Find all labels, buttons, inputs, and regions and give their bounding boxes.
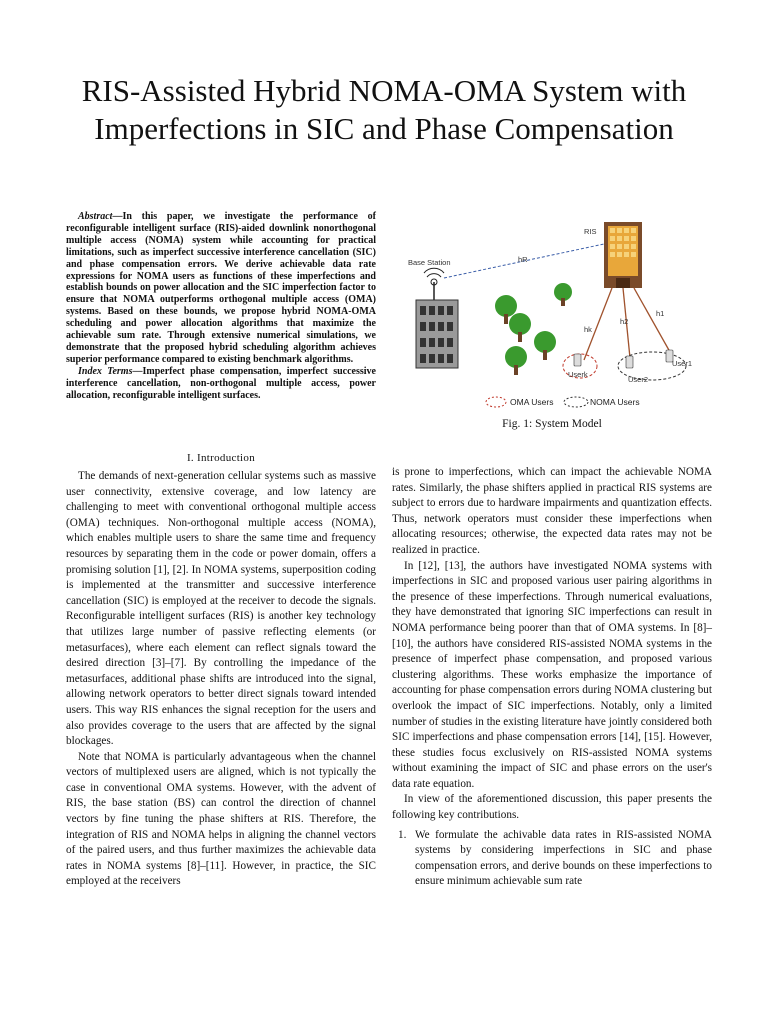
- ris-building-icon: [604, 222, 642, 288]
- user-2-phone-icon: [626, 356, 633, 368]
- index-terms: [66, 366, 376, 402]
- paper-title: RIS-Assisted Hybrid NOMA-OMA System with Imperfections in SIC and Phase Compensation: [81, 73, 687, 146]
- abstract: [66, 211, 376, 402]
- user-1-label: User1: [672, 359, 693, 368]
- tree-icon: [495, 283, 572, 375]
- abstract-paragraph: [66, 211, 376, 366]
- user-k-label: Userk: [568, 370, 588, 379]
- right-column: [392, 465, 712, 890]
- paragraph: In [12], [13], the authors have investigated NOMA systems with imperfections in SIC and proposed various user pairing algorithms in the presence of these imperfections. Through numerical evaluations, they have demonstrated that ignoring SIC imperfections can result in NOMA performance being poorer than that of OMA systems. In [8]–[10], the authors have considered RIS-assisted NOMA systems in the presence of imperfect phase compensation, and proposed various clustering algorithms. These works emphasize the importance of accounting for phase compensation errors during NOMA clustering but overlook the impact of SIC imperfections. Notably, only a limited number of studies in the existing literature have jointly considered both SIC imperfections and phase compensation errors [14], [15]. However, these studies focus exclusively on RIS-assisted NOMA systems without examining the impact of SIC and phase errors on the user's data rate equation.: [392, 559, 712, 790]
- list-item-text: We formulate the achivable data rates in RIS-assisted NOMA systems by considering imperfections in SIC and phase compensation errors, and derive bounds on these imperfections to ensure minimum achievable sum rate: [415, 828, 712, 888]
- oma-legend-label: OMA Users: [510, 397, 554, 407]
- list-item: [392, 828, 712, 890]
- user-2-label: User2: [628, 375, 649, 384]
- system-model-figure: [398, 214, 712, 414]
- base-station-label: Base Station: [408, 258, 451, 267]
- user-k-phone-icon: [574, 354, 581, 366]
- noma-legend-icon: [564, 397, 588, 407]
- h-r-label: hR: [518, 255, 528, 264]
- paragraph: In view of the aforementioned discussion, this paper presents the following key contributions.: [392, 793, 712, 822]
- index-terms-text: —Imperfect phase compensation, imperfect successive interference cancellation, non-orthogonal multiple access, power allocation, reconfigurable intelligent surfaces.: [66, 365, 376, 401]
- section-heading: I. Introduction: [186, 452, 256, 464]
- contributions-list: [392, 828, 712, 890]
- h-1-label: h1: [656, 309, 665, 318]
- h-2-label: h2: [620, 317, 629, 326]
- base-station-icon: [416, 268, 458, 368]
- list-item-number: 1.: [398, 828, 407, 841]
- paragraph: is prone to imperfections, which can impact the achievable NOMA rates. Similarly, the phase shifters applied in practical RIS systems are subject to errors due to hardware impairments and quantization effects. Thus, network operators must consider these imperfections when allocating resources; otherwise, the expected data rates may not be realized in practice.: [392, 466, 712, 556]
- ris-label: RIS: [584, 227, 597, 236]
- channel-k: [584, 288, 612, 360]
- abstract-label: Abstract: [78, 211, 113, 222]
- oma-legend-icon: [486, 397, 506, 407]
- h-k-label: hk: [584, 325, 592, 334]
- figure-caption: Fig. 1: System Model: [502, 418, 602, 430]
- paragraph: The demands of next-generation cellular systems such as massive user connectivity, extensive coverage, and low latency are challenging to meet with conventional orthogonal multiple access (OMA) techniques. Non-orthogonal multiple access (NOMA), which enables multiple users to share the same time and frequency resources by separating them in the code or power domain, offers a promising solution [1], [2]. In NOMA systems, superposition coding is implemented at the transmitter and successive interference cancellation (SIC) is employed at the receiver to decode the signals. Reconfigurable intelligent surfaces (RIS) is another key technology that utilizes large number of passive reflecting elements (or metasurfaces), where each element can reflect signals toward the desired direction [3]–[7]. By controlling the impedance of the metasurfaces, additional phase shifts are introduced into the signal, allowing network operators to better direct signals toward intended users. This way RIS enhances the signal reception for the users and also provides coverage to the users that are affected by the signal blockages.: [66, 470, 376, 748]
- left-column: [66, 469, 376, 890]
- abstract-text: —In this paper, we investigate the performance of reconfigurable intelligent surface (RIS)-aided downlink nonorthogonal multiple access (NOMA) system while accounting for practical limitations, such as imperfect successive interference cancellation (SIC) and phase compensation errors. We derive achievable data rate expressions for NOMA users as functions of these imperfections and establish bounds on power allocation and the SIC imperfection factor to ensure that NOMA outperforms orthogonal multiple access (OMA) systems. Based on these bounds, we propose hybrid NOMA-OMA scheduling and power allocation algorithms that maximize the achievable sum rate. Through extensive numerical simulations, we demonstrate that the proposed hybrid scheduling algorithm achieves superior performance compared to existing benchmark algorithms.: [66, 211, 376, 365]
- index-terms-label: Index Terms: [78, 365, 133, 377]
- noma-legend-label: NOMA Users: [590, 397, 640, 407]
- paragraph: Note that NOMA is particularly advantageous when the channel vectors of multiplexed users are aligned, which is not typically the case in conventional OMA systems. However, with the advent of RIS, the base station (BS) can control the direction of channel vectors by fine tuning the phase shifters at RIS. Therefore, the integration of RIS and NOMA helps in aligning the channel vectors of the paired users, and thus further maximizes the achievable data rates in NOMA systems [8]–[11]. However, in practice, the SIC employed at the receivers: [66, 750, 376, 888]
- channel-1: [634, 288, 670, 352]
